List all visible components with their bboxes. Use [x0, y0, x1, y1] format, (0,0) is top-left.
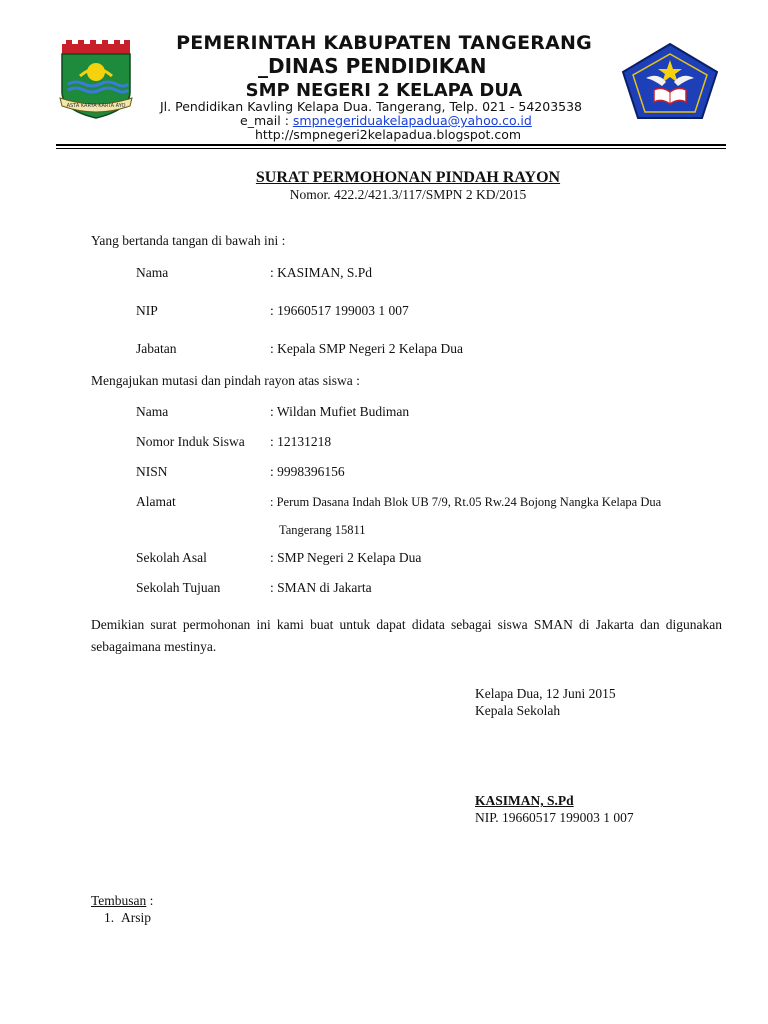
cc-item-number: 1. — [104, 910, 115, 925]
student-name-label: Nama — [136, 404, 169, 419]
student-nis-label: Nomor Induk Siswa — [136, 434, 245, 449]
header-divider-thin — [56, 148, 726, 149]
student-address-value-line2: Tangerang 15811 — [279, 523, 366, 537]
header-email-link[interactable]: smpnegeriduakelapadua@yahoo.co.id — [292, 113, 532, 128]
header-address: Jl. Pendidikan Kavling Kelapa Dua. Tangerang, Telp. 021 - 54203538 — [160, 99, 583, 114]
student-target-school-value: : SMAN di Jakarta — [270, 580, 372, 595]
letter-number: Nomor. 422.2/421.3/117/SMPN 2 KD/2015 — [289, 187, 527, 202]
place-date: Kelapa Dua, 12 Juni 2015 — [475, 686, 616, 701]
header-school-name: SMP NEGERI 2 KELAPA DUA — [245, 80, 523, 101]
header-email-line — [240, 113, 532, 128]
signer-position-value: : Kepala SMP Negeri 2 Kelapa Dua — [270, 341, 463, 356]
signer-position-label: Jabatan — [136, 341, 177, 356]
header-divider-thick — [56, 144, 726, 146]
signature-nip: NIP. 19660517 199003 1 007 — [475, 810, 634, 825]
student-address-value: : Perum Dasana Indah Blok UB 7/9, Rt.05 Rw.24 Bojong Nangka Kelapa Dua — [270, 495, 662, 509]
student-origin-school-value: : SMP Negeri 2 Kelapa Dua — [270, 550, 422, 565]
student-nisn-label: NISN — [136, 464, 168, 479]
student-nisn-value: : 9998396156 — [270, 464, 345, 479]
mutation-intro: Mengajukan mutasi dan pindah rayon atas siswa : — [91, 373, 360, 388]
letter-intro: Yang bertanda tangan di bawah ini : — [91, 233, 286, 248]
header-website[interactable]: http://smpnegeri2kelapadua.blogspot.com — [255, 127, 522, 142]
student-nis-value: : 12131218 — [270, 434, 332, 449]
cc-label: Tembusan — [91, 893, 147, 908]
signer-nip-value: : 19660517 199003 1 007 — [270, 303, 409, 318]
header-government-name: PEMERINTAH KABUPATEN TANGERANG — [176, 32, 592, 54]
header-email-label: e_mail : — [240, 113, 293, 128]
cc-section — [91, 893, 153, 909]
logo-motto-text: ASTA KARYA KARTA AYO — [66, 103, 126, 109]
letter-title: SURAT PERMOHONAN PINDAH RAYON — [255, 169, 561, 186]
cc-item-text: Arsip — [121, 910, 151, 925]
cc-colon: : — [146, 893, 154, 908]
student-target-school-label: Sekolah Tujuan — [136, 580, 221, 595]
header-department-name: _DINAS PENDIDIKAN — [258, 54, 487, 78]
signature-name: KASIMAN, S.Pd — [475, 793, 574, 808]
signer-nip-label: NIP — [136, 303, 158, 318]
closing-paragraph: Demikian surat permohonan ini kami buat untuk dapat didata sebagai siswa SMAN di Jakarta dan digunakan sebagaimana mestinya. — [91, 617, 722, 654]
student-address-label: Alamat — [136, 494, 176, 509]
signer-title: Kepala Sekolah — [475, 703, 561, 718]
student-name-value: : Wildan Mufiet Budiman — [270, 404, 410, 419]
signer-name-value: : KASIMAN, S.Pd — [270, 265, 373, 280]
student-origin-school-label: Sekolah Asal — [136, 550, 207, 565]
signer-name-label: Nama — [136, 265, 169, 280]
